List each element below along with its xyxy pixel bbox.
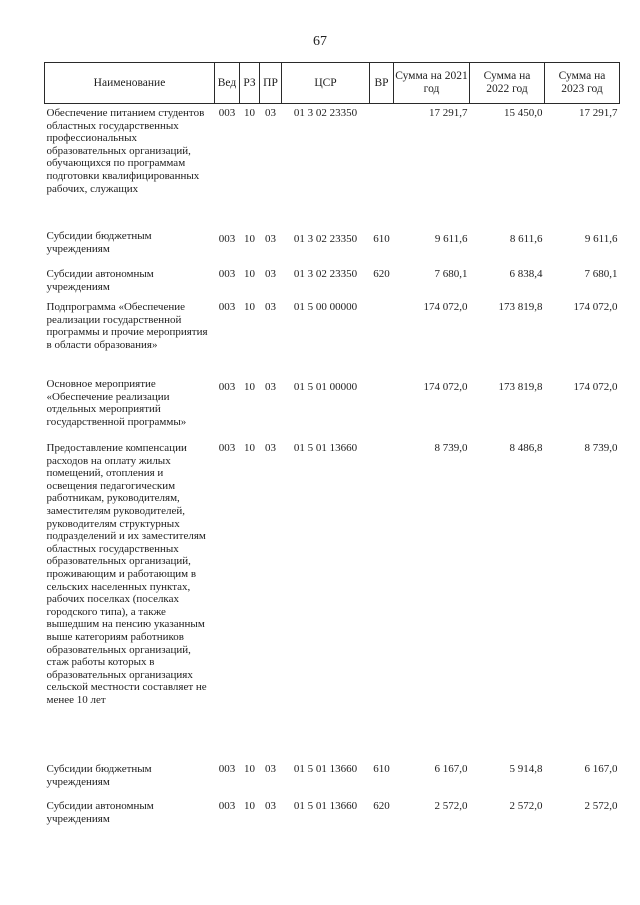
row-sum-2021: 174 072,0 — [423, 381, 468, 393]
row-sum-2023: 17 291,7 — [579, 107, 618, 119]
row-ved: 003 — [218, 800, 236, 812]
header-sum-2023: Сумма на 2023 год — [545, 63, 620, 104]
row-sum-2022: 5 914,8 — [509, 763, 543, 775]
header-rz: РЗ — [240, 63, 260, 104]
row-sum-2022: 2 572,0 — [509, 800, 543, 812]
header-name: Наименование — [45, 63, 215, 104]
row-name: Основное мероприятие «Обеспечение реализации отдельных мероприятий государственной программы» — [46, 378, 187, 428]
row-rz: 10 — [244, 268, 255, 280]
table-row — [45, 439, 620, 760]
page-number: 67 — [313, 34, 327, 49]
row-sum-2021: 9 611,6 — [434, 233, 468, 245]
row-rz: 10 — [244, 301, 255, 313]
row-pr: 03 — [265, 381, 276, 393]
row-sum-2021: 2 572,0 — [434, 800, 468, 812]
row-ved: 003 — [218, 763, 236, 775]
row-sum-2023: 8 739,0 — [584, 442, 618, 454]
row-vr — [370, 104, 394, 228]
row-sum-2022: 6 838,4 — [509, 268, 543, 280]
table-header-row — [45, 63, 620, 104]
row-csr: 01 3 02 23350 — [293, 268, 358, 280]
row-csr: 01 5 01 13660 — [293, 763, 358, 775]
row-sum-2023: 2 572,0 — [584, 800, 618, 812]
row-name: Субсидии бюджетным учреждениям — [46, 230, 152, 255]
table-row — [45, 298, 620, 375]
row-rz: 10 — [244, 107, 255, 119]
row-sum-2023: 6 167,0 — [584, 763, 618, 775]
table-row — [45, 375, 620, 439]
row-rz: 10 — [244, 800, 255, 812]
row-ved: 003 — [218, 301, 236, 313]
row-csr: 01 3 02 23350 — [293, 107, 358, 119]
header-csr: ЦСР — [282, 63, 370, 104]
row-pr: 03 — [265, 800, 276, 812]
row-pr: 03 — [265, 233, 276, 245]
header-sum-2021: Сумма на 2021 год — [394, 63, 470, 104]
row-csr: 01 5 01 00000 — [293, 381, 358, 393]
row-name: Субсидии автономным учреждениям — [46, 268, 154, 293]
row-sum-2021: 6 167,0 — [434, 763, 468, 775]
row-name: Субсидии бюджетным учреждениям — [46, 763, 152, 788]
row-sum-2023: 174 072,0 — [573, 381, 618, 393]
row-pr: 03 — [265, 268, 276, 280]
row-rz: 10 — [244, 381, 255, 393]
row-vr: 610 — [373, 763, 390, 775]
row-ved: 003 — [218, 233, 236, 245]
row-csr: 01 5 01 13660 — [293, 442, 358, 454]
row-sum-2022: 173 819,8 — [498, 301, 543, 313]
row-sum-2021: 17 291,7 — [429, 107, 468, 119]
table-row — [45, 104, 620, 228]
header-vr: ВР — [370, 63, 394, 104]
row-rz: 10 — [244, 233, 255, 245]
row-pr: 03 — [265, 301, 276, 313]
row-vr: 620 — [373, 268, 390, 280]
row-csr: 01 5 00 00000 — [293, 301, 358, 313]
row-sum-2021: 7 680,1 — [434, 268, 468, 280]
row-sum-2022: 15 450,0 — [504, 107, 543, 119]
row-name: Субсидии автономным учреждениям — [46, 800, 154, 825]
row-ved: 003 — [218, 268, 236, 280]
header-sum-2022: Сумма на 2022 год — [470, 63, 545, 104]
row-vr: 620 — [373, 800, 390, 812]
row-sum-2021: 8 739,0 — [434, 442, 468, 454]
table-row — [45, 797, 620, 836]
row-pr: 03 — [265, 442, 276, 454]
row-sum-2023: 9 611,6 — [584, 233, 618, 245]
header-pr: ПР — [260, 63, 282, 104]
row-name: Обеспечение питанием студентов областных государственных профессиональных образовательных организаций, обучающихся по программам подготовки квалифицированных рабочих, служащих — [46, 107, 205, 195]
row-pr: 03 — [265, 763, 276, 775]
row-vr — [370, 375, 394, 439]
row-rz: 10 — [244, 442, 255, 454]
row-vr: 610 — [373, 233, 390, 245]
row-sum-2023: 174 072,0 — [573, 301, 618, 313]
row-sum-2021: 174 072,0 — [423, 301, 468, 313]
row-pr: 03 — [265, 107, 276, 119]
row-rz: 10 — [244, 763, 255, 775]
row-sum-2023: 7 680,1 — [584, 268, 618, 280]
row-ved: 003 — [218, 381, 236, 393]
row-vr — [370, 439, 394, 760]
row-name: Предоставление компенсации расходов на оплату жилых помещений, отопления и освещения педагогическим работникам, руководителям, заместителям руководителей, руководителям структурных подразделений и их заместителям областных государственных образовательных организаций, проживающим и работающим в сельских населенных пунктах, рабочих поселках (поселках городского типа), а также вышедшим на пенсию указанным выше категориям работников образовательных организаций, стаж работы которых в образовательных организациях сельской местности составляет не менее 10 лет — [46, 442, 207, 706]
table-row — [45, 265, 620, 298]
row-csr: 01 3 02 23350 — [293, 233, 358, 245]
table-row — [45, 227, 620, 265]
row-sum-2022: 173 819,8 — [498, 381, 543, 393]
row-csr: 01 5 01 13660 — [293, 800, 358, 812]
row-ved: 003 — [218, 442, 236, 454]
row-sum-2022: 8 486,8 — [509, 442, 543, 454]
row-ved: 003 — [218, 107, 236, 119]
header-ved: Вед — [215, 63, 240, 104]
row-name: Подпрограмма «Обеспечение реализации государственной программы и прочие мероприятия в области образования» — [46, 301, 208, 351]
budget-table — [44, 62, 620, 836]
row-vr — [370, 298, 394, 375]
table-row — [45, 760, 620, 797]
row-sum-2022: 8 611,6 — [509, 233, 543, 245]
